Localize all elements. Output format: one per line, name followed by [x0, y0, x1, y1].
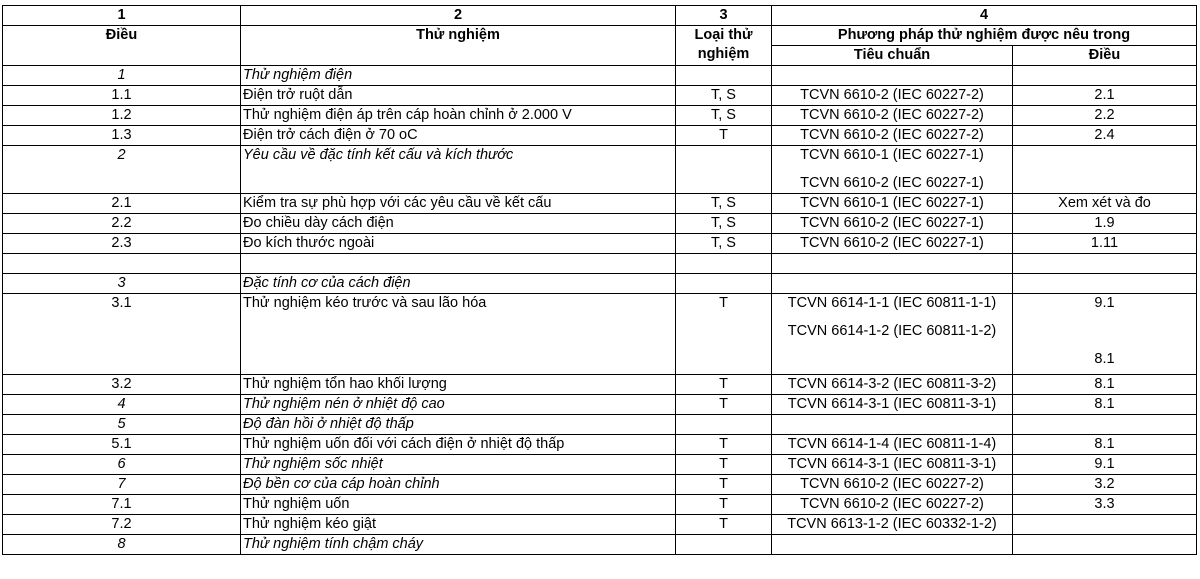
row-standard-cell: [772, 146, 1013, 194]
row-test-cell: Thử nghiệm uốn: [241, 495, 676, 515]
row-type-cell: T, S: [676, 86, 772, 106]
row-type-cell: [676, 254, 772, 274]
row-clause-cell: [1013, 294, 1197, 375]
row-number-cell: 8: [3, 535, 241, 555]
row-number-cell: [3, 254, 241, 274]
row-standard-cell: [772, 254, 1013, 274]
row-test-cell: Thử nghiệm kéo giật: [241, 515, 676, 535]
row-standard-cell: TCVN 6614-3-1 (IEC 60811-3-1): [772, 455, 1013, 475]
row-test-cell: Thử nghiệm điện: [241, 66, 676, 86]
row-type-cell: T: [676, 375, 772, 395]
table-row: [3, 515, 1197, 535]
row-number-cell: 5: [3, 415, 241, 435]
row-type-cell: T: [676, 294, 772, 375]
row-type-cell: T, S: [676, 234, 772, 254]
table-row: [3, 254, 1197, 274]
row-type-cell: T, S: [676, 194, 772, 214]
table-row: [3, 455, 1197, 475]
spacer: [1015, 313, 1194, 350]
header-loai-thu-nghiem: [676, 26, 772, 66]
row-number-cell: 1: [3, 66, 241, 86]
row-number-cell: 2: [3, 146, 241, 194]
clause-line: 9.1: [1094, 295, 1115, 311]
table-row: [3, 495, 1197, 515]
column-number-row: [3, 6, 1197, 26]
row-test-cell: Độ bền cơ của cáp hoàn chỉnh: [241, 475, 676, 495]
row-clause-cell: 9.1: [1013, 455, 1197, 475]
row-type-cell: [676, 146, 772, 194]
table-row: [3, 66, 1197, 86]
table-row: [3, 535, 1197, 555]
col-number-1: 1: [3, 6, 241, 26]
row-type-cell: T: [676, 395, 772, 415]
row-test-cell: Thử nghiệm tổn hao khối lượng: [241, 375, 676, 395]
table-row: [3, 106, 1197, 126]
row-type-cell: [676, 274, 772, 294]
col-number-3: 3: [676, 6, 772, 26]
row-type-cell: [676, 66, 772, 86]
row-clause-cell: [1013, 415, 1197, 435]
table-row: [3, 234, 1197, 254]
row-standard-cell: TCVN 6614-1-4 (IEC 60811-1-4): [772, 435, 1013, 455]
row-number-cell: 2.2: [3, 214, 241, 234]
row-type-cell: [676, 415, 772, 435]
row-test-cell: Thử nghiệm nén ở nhiệt độ cao: [241, 395, 676, 415]
table-row: [3, 86, 1197, 106]
row-type-cell: T: [676, 435, 772, 455]
table-body: [3, 66, 1197, 555]
clause-line: 8.1: [1094, 351, 1115, 367]
table-row: [3, 194, 1197, 214]
row-clause-cell: 1.9: [1013, 214, 1197, 234]
row-standard-cell: TCVN 6610-2 (IEC 60227-1): [772, 214, 1013, 234]
row-standard-cell: TCVN 6614-3-1 (IEC 60811-3-1): [772, 395, 1013, 415]
table-row: [3, 294, 1197, 375]
header-loai-line1: Loại thử: [694, 27, 753, 43]
row-type-cell: T: [676, 515, 772, 535]
row-test-cell: Đo kích thước ngoài: [241, 234, 676, 254]
row-clause-cell: 1.11: [1013, 234, 1197, 254]
row-clause-cell: 3.3: [1013, 495, 1197, 515]
header-tieu-chuan: Tiêu chuẩn: [772, 46, 1013, 66]
row-test-cell: Đo chiều dày cách điện: [241, 214, 676, 234]
row-test-cell: Điện trở cách điện ở 70 oC: [241, 126, 676, 146]
row-number-cell: 4: [3, 395, 241, 415]
row-test-cell: Thử nghiệm điện áp trên cáp hoàn chỉnh ở 2.000 V: [241, 106, 676, 126]
row-test-cell: Điện trở ruột dẫn: [241, 86, 676, 106]
row-number-cell: 3: [3, 274, 241, 294]
row-number-cell: 1.2: [3, 106, 241, 126]
standard-line: TCVN 6614-1-1 (IEC 60811-1-1): [787, 295, 997, 311]
table-row: [3, 415, 1197, 435]
row-number-cell: 5.1: [3, 435, 241, 455]
row-type-cell: [676, 535, 772, 555]
header-dieu: Điều: [3, 26, 241, 66]
row-type-cell: T: [676, 126, 772, 146]
row-clause-cell: 8.1: [1013, 435, 1197, 455]
row-clause-cell: 2.1: [1013, 86, 1197, 106]
table-row: [3, 126, 1197, 146]
row-clause-cell: [1013, 254, 1197, 274]
header-loai-line2: nghiệm: [697, 46, 750, 62]
row-type-cell: T: [676, 475, 772, 495]
row-number-cell: 3.2: [3, 375, 241, 395]
row-type-cell: T, S: [676, 106, 772, 126]
row-test-cell: Thử nghiệm sốc nhiệt: [241, 455, 676, 475]
row-number-cell: 7.1: [3, 495, 241, 515]
row-test-cell: Thử nghiệm uốn đối với cách điện ở nhiệt độ thấp: [241, 435, 676, 455]
standard-line: TCVN 6610-1 (IEC 60227-1): [800, 147, 984, 163]
standard-line: TCVN 6614-1-2 (IEC 60811-1-2): [787, 323, 997, 339]
row-test-cell: Thử nghiệm kéo trước và sau lão hóa: [241, 294, 676, 375]
row-standard-cell: TCVN 6613-1-2 (IEC 60332-1-2): [772, 515, 1013, 535]
row-clause-cell: 2.2: [1013, 106, 1197, 126]
row-standard-cell: TCVN 6610-1 (IEC 60227-1): [772, 194, 1013, 214]
row-number-cell: 3.1: [3, 294, 241, 375]
row-number-cell: 2.3: [3, 234, 241, 254]
row-standard-cell: [772, 66, 1013, 86]
row-standard-cell: TCVN 6610-2 (IEC 60227-1): [772, 234, 1013, 254]
header-phuong-phap: Phương pháp thử nghiệm được nêu trong: [772, 26, 1197, 46]
row-clause-cell: 3.2: [1013, 475, 1197, 495]
table-row: [3, 214, 1197, 234]
table-row: [3, 395, 1197, 415]
row-clause-cell: [1013, 535, 1197, 555]
table-row: [3, 274, 1197, 294]
table-row: [3, 375, 1197, 395]
row-standard-cell: TCVN 6610-2 (IEC 60227-2): [772, 106, 1013, 126]
col-number-4: 4: [772, 6, 1197, 26]
row-clause-cell: 8.1: [1013, 375, 1197, 395]
row-clause-cell: 2.4: [1013, 126, 1197, 146]
row-type-cell: T: [676, 455, 772, 475]
row-test-cell: Kiểm tra sự phù hợp với các yêu cầu về kết cấu: [241, 194, 676, 214]
row-number-cell: 6: [3, 455, 241, 475]
row-test-cell: [241, 254, 676, 274]
row-number-cell: 1.3: [3, 126, 241, 146]
spacer: [774, 313, 1010, 322]
row-number-cell: 7: [3, 475, 241, 495]
row-type-cell: T: [676, 495, 772, 515]
table-row: [3, 146, 1197, 194]
row-clause-cell: 8.1: [1013, 395, 1197, 415]
row-number-cell: 2.1: [3, 194, 241, 214]
table-row: [3, 435, 1197, 455]
row-number-cell: 7.2: [3, 515, 241, 535]
spacer: [774, 165, 1010, 174]
row-standard-cell: [772, 274, 1013, 294]
row-standard-cell: [772, 294, 1013, 375]
row-clause-cell: [1013, 274, 1197, 294]
row-standard-cell: TCVN 6610-2 (IEC 60227-2): [772, 86, 1013, 106]
row-clause-cell: Xem xét và đo: [1013, 194, 1197, 214]
row-test-cell: Thử nghiệm tính chậm cháy: [241, 535, 676, 555]
row-test-cell: Độ đàn hồi ở nhiệt độ thấp: [241, 415, 676, 435]
row-clause-cell: [1013, 515, 1197, 535]
row-test-cell: Yêu cầu về đặc tính kết cấu và kích thước: [241, 146, 676, 194]
header-thu-nghiem: Thử nghiệm: [241, 26, 676, 66]
header-row-1: [3, 26, 1197, 46]
standard-line: TCVN 6610-2 (IEC 60227-1): [800, 175, 984, 191]
row-standard-cell: [772, 415, 1013, 435]
table-row: [3, 475, 1197, 495]
row-type-cell: T, S: [676, 214, 772, 234]
test-methods-table: [2, 5, 1197, 555]
row-clause-cell: [1013, 66, 1197, 86]
row-clause-cell: [1013, 146, 1197, 194]
row-number-cell: 1.1: [3, 86, 241, 106]
row-standard-cell: TCVN 6610-2 (IEC 60227-2): [772, 495, 1013, 515]
row-standard-cell: TCVN 6610-2 (IEC 60227-2): [772, 475, 1013, 495]
row-standard-cell: TCVN 6614-3-2 (IEC 60811-3-2): [772, 375, 1013, 395]
row-standard-cell: [772, 535, 1013, 555]
header-dieu-sub: Điều: [1013, 46, 1197, 66]
col-number-2: 2: [241, 6, 676, 26]
row-test-cell: Đặc tính cơ của cách điện: [241, 274, 676, 294]
row-standard-cell: TCVN 6610-2 (IEC 60227-2): [772, 126, 1013, 146]
